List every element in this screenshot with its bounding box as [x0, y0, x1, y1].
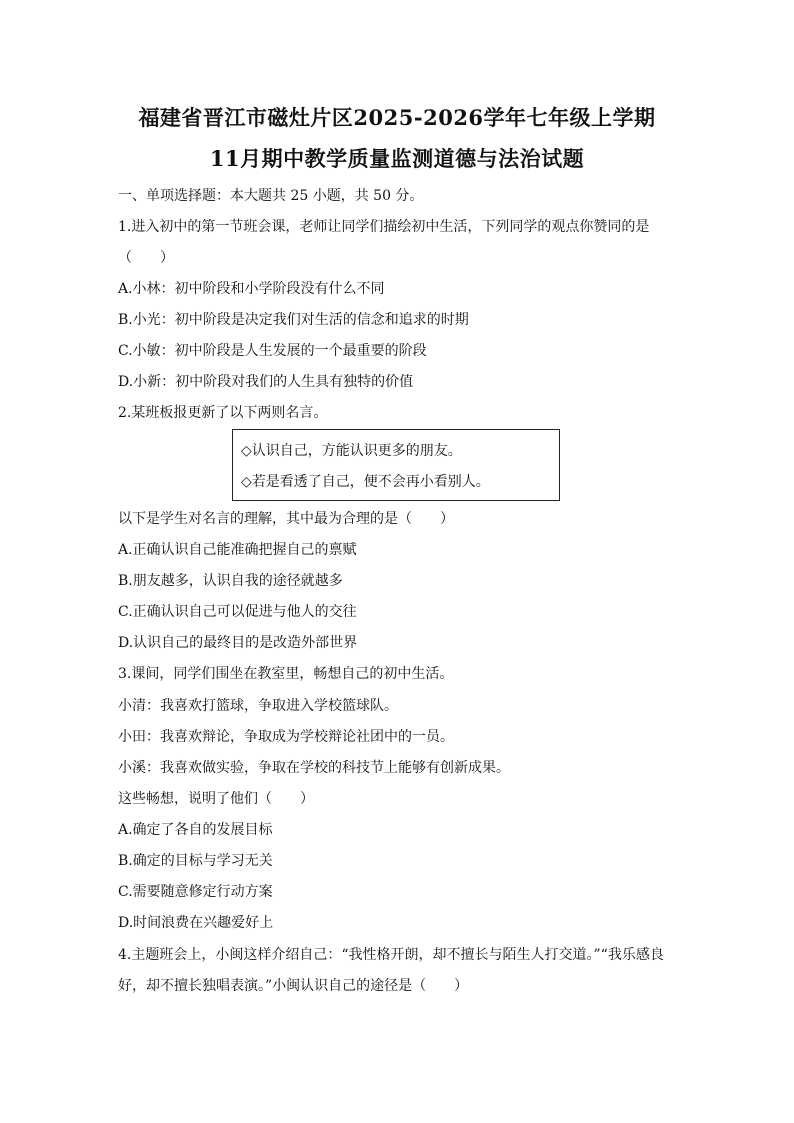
question-2-option-b: B.朋友越多，认识自我的途径就越多 [118, 573, 343, 589]
question-3-line-2: 小田：我喜欢辩论，争取成为学校辩论社团中的一员。 [118, 729, 454, 745]
question-3-option-a: A.确定了各自的发展目标 [118, 822, 273, 838]
question-3-question: 这些畅想，说明了他们（ ） [118, 791, 314, 807]
question-1-option-d: D.小新：初中阶段对我们的人生具有独特的价值 [118, 374, 414, 390]
question-3-option-b: B.确定的目标与学习无关 [118, 853, 273, 869]
question-2-stem: 2.某班板报更新了以下两则名言。 [118, 405, 328, 421]
question-1-stem: 1.进入初中的第一节班会课，老师让同学们描绘初中生活，下列同学的观点你赞同的是 [118, 219, 650, 235]
question-2-option-d: D.认识自己的最终目的是改造外部世界 [118, 635, 358, 651]
quote-1: ◇认识自己，方能认识更多的朋友。 [241, 443, 462, 459]
question-1-option-a: A.小林：初中阶段和小学阶段没有什么不同 [118, 281, 385, 297]
quote-2: ◇若是看透了自己，便不会再小看别人。 [241, 474, 490, 490]
exam-title-line1: 福建省晋江市磁灶片区2025-2026学年七年级上学期 [138, 105, 656, 130]
section-heading: 一、单项选择题：本大题共 25 小题，共 50 分。 [118, 188, 424, 204]
question-3-option-c: C.需要随意修定行动方案 [118, 884, 273, 900]
question-4-stem-line2: 好，却不擅长独唱表演。”小闽认识自己的途径是（ ） [118, 978, 469, 994]
quote-box [232, 429, 560, 501]
question-3-stem: 3.课间，同学们围坐在教室里，畅想自己的初中生活。 [118, 666, 454, 682]
question-2-option-c: C.正确认识自己可以促进与他人的交往 [118, 604, 357, 620]
exam-title-line2: 11月期中教学质量监测道德与法治试题 [209, 146, 585, 171]
question-3-option-d: D.时间浪费在兴趣爱好上 [118, 915, 274, 931]
question-2-option-a: A.正确认识自己能准确把握自己的禀赋 [118, 542, 357, 558]
question-2-question: 以下是学生对名言的理解，其中最为合理的是（ ） [118, 511, 454, 527]
question-4-stem-line1: 4.主题班会上，小闽这样介绍自己：“我性格开朗，却不擅长与陌生人打交道。”“我乐感良 [118, 947, 664, 963]
question-1-option-b: B.小光：初中阶段是决定我们对生活的信念和追求的时期 [118, 312, 469, 328]
question-1-bracket: （ ） [118, 250, 174, 266]
question-1-option-c: C.小敏：初中阶段是人生发展的一个最重要的阶段 [118, 343, 427, 359]
question-3-line-3: 小溪：我喜欢做实验，争取在学校的科技节上能够有创新成果。 [118, 760, 510, 776]
question-3-line-1: 小清：我喜欢打篮球，争取进入学校篮球队。 [118, 698, 398, 714]
